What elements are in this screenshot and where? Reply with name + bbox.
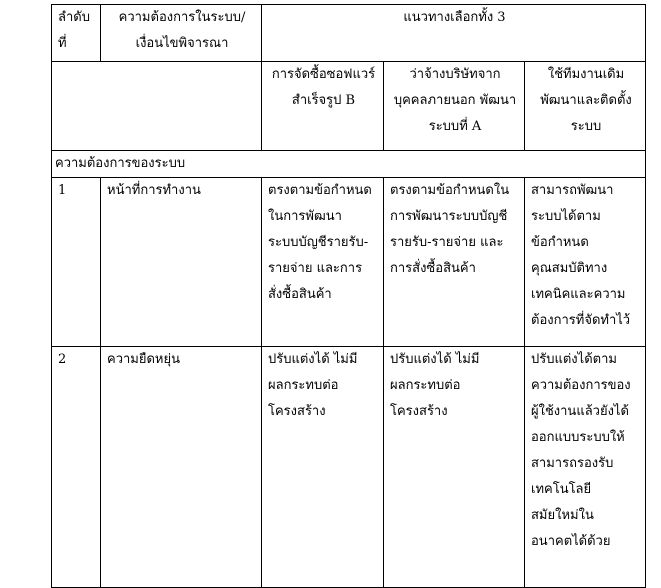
row-requirement: หน้าที่การทำงาน xyxy=(101,178,262,347)
subheader-cell-option-b: การจัดซื้อซอฟแวร์ สำเร็จรูป B xyxy=(262,62,384,151)
header-cell-no: ลำดับที่ xyxy=(52,5,101,62)
row-requirement: ความยืดหยุ่น xyxy=(101,347,262,588)
table-row xyxy=(52,347,646,588)
row-number: 1 xyxy=(52,178,101,347)
header-cell-alternatives: แนวทางเลือกทั้ง 3 xyxy=(262,5,646,62)
subheader-cell-option-c: ใช้ทีมงานเดิม พัฒนาและติดตั้ง ระบบ xyxy=(525,62,646,151)
table-subheader-row xyxy=(52,62,646,151)
row-option-b: ปรับแต่งได้ ไม่มี ผลกระทบต่อ โครงสร้าง xyxy=(262,347,384,588)
row-option-a: ตรงตามข้อกำหนดใน การพัฒนาระบบบัญชี รายรับ-รายจ่าย และ การสั่งซื้อสินค้า xyxy=(384,178,525,347)
subheader-empty-cell xyxy=(52,62,262,151)
header-cell-requirement: ความต้องการในระบบ/ เงื่อนไขพิจารณา xyxy=(101,5,262,62)
row-option-a: ปรับแต่งได้ ไม่มี ผลกระทบต่อ โครงสร้าง xyxy=(384,347,525,588)
subheader-cell-option-a: ว่าจ้างบริษัทจาก บุคคลภายนอก พัฒนา ระบบที่ A xyxy=(384,62,525,151)
row-option-c: สามารถพัฒนา ระบบได้ตาม ข้อกำหนด คุณสมบัติทาง เทคนิคและความ ต้องการที่จัดทำไว้ xyxy=(525,178,646,347)
row-option-b: ตรงตามข้อกำหนด ในการพัฒนา ระบบบัญชีรายรับ- รายจ่าย และการ สั่งซื้อสินค้า xyxy=(262,178,384,347)
alternatives-comparison-table xyxy=(51,4,646,588)
table-header-row xyxy=(52,5,646,62)
table-row xyxy=(52,178,646,347)
section-title: ความต้องการของระบบ xyxy=(52,151,646,178)
row-number: 2 xyxy=(52,347,101,588)
section-row xyxy=(52,151,646,178)
row-option-c: ปรับแต่งได้ตาม ความต้องการของ ผู้ใช้งานแล้วยังได้ ออกแบบระบบให้ สามารถรองรับ เทคโนโลยี สมัยใหม่ใน อนาคตได้ด้วย xyxy=(525,347,646,588)
